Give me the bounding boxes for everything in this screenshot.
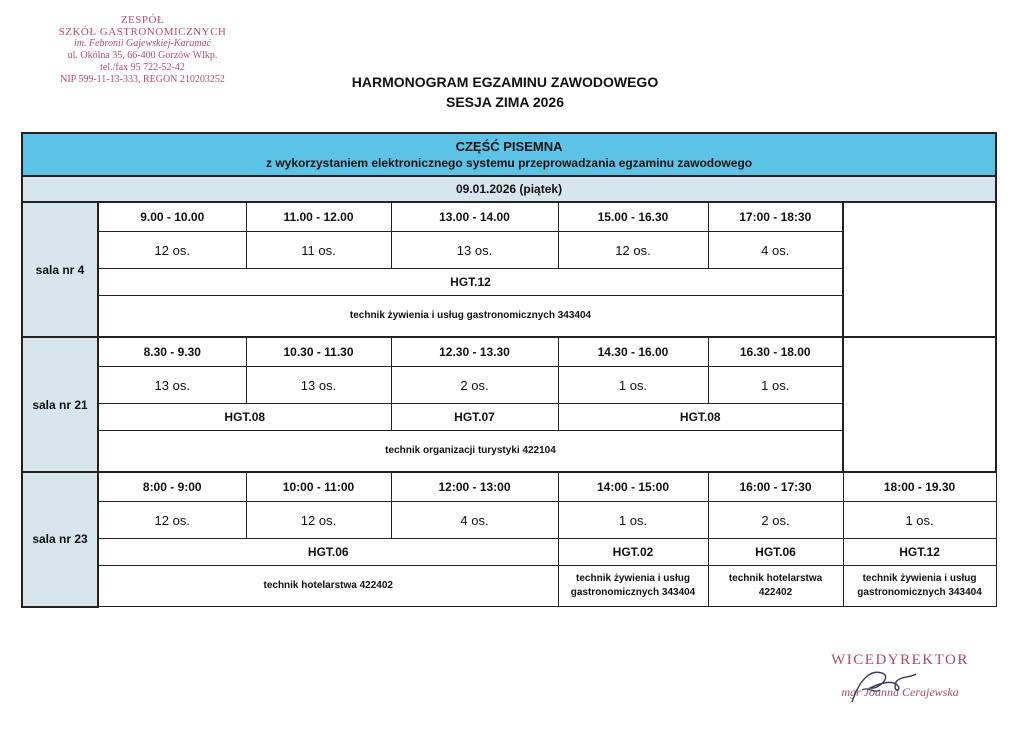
part-title: CZĘŚĆ PISEMNA: [455, 139, 563, 154]
participant-count: 1 os.: [843, 502, 996, 539]
time-slot: 15.00 - 16.30: [558, 202, 708, 232]
stamp-line: tel./fax 95 722-52-42: [100, 62, 185, 73]
signatory-role: WICEDYREKTOR: [831, 652, 969, 668]
profession-name: technik żywienia i usług gastronomicznych 343404: [558, 566, 708, 607]
document-title: [300, 72, 710, 112]
time-slot: 10:00 - 11:00: [246, 472, 391, 502]
title-line-1: HARMONOGRAM EGZAMINU ZAWODOWEGO: [351, 74, 659, 90]
empty-cell: [843, 202, 996, 337]
signature-stamp: [810, 652, 990, 700]
qualification-code: HGT.12: [843, 539, 996, 566]
exam-date: 09.01.2026 (piątek): [22, 176, 996, 202]
participant-count: 4 os.: [708, 232, 843, 269]
part-header: [22, 133, 996, 176]
time-slot: 16:00 - 17:30: [708, 472, 843, 502]
qualification-code: HGT.06: [708, 539, 843, 566]
stamp-line: im. Febronii Gajewskiej-Karamać: [73, 38, 212, 49]
profession-name: technik organizacji turystyki 422104: [98, 431, 843, 473]
empty-cell: [843, 337, 996, 472]
participant-count: 12 os.: [558, 232, 708, 269]
time-slot: 14.30 - 16.00: [558, 337, 708, 367]
time-slot: 11.00 - 12.00: [246, 202, 391, 232]
qualification-code: HGT.06: [98, 539, 558, 566]
signatory-name: mgr Joanna Cerajewska: [841, 685, 959, 699]
profession-name: technik hotelarstwa 422402: [708, 566, 843, 607]
qualification-code: HGT.08: [558, 404, 843, 431]
time-slot: 16.30 - 18.00: [708, 337, 843, 367]
participant-count: 11 os.: [246, 232, 391, 269]
stamp-line: SZKÓŁ GASTRONOMICZNYCH: [58, 26, 227, 38]
exam-schedule-table: [21, 132, 997, 608]
time-slot: 10.30 - 11.30: [246, 337, 391, 367]
time-slot: 13.00 - 14.00: [391, 202, 558, 232]
participant-count: 1 os.: [558, 502, 708, 539]
participant-count: 13 os.: [246, 367, 391, 404]
time-slot: 8.30 - 9.30: [98, 337, 246, 367]
time-slot: 17:00 - 18:30: [708, 202, 843, 232]
profession-name: technik żywienia i usług gastronomicznych 343404: [843, 566, 996, 607]
time-slot: 12:00 - 13:00: [391, 472, 558, 502]
handwritten-signature-icon: [832, 660, 922, 706]
room-label: sala nr 21: [22, 337, 98, 472]
profession-name: technik żywienia i usług gastronomicznych 343404: [98, 296, 843, 338]
participant-count: 2 os.: [391, 367, 558, 404]
profession-name: technik hotelarstwa 422402: [98, 566, 558, 607]
participant-count: 2 os.: [708, 502, 843, 539]
title-line-2: SESJA ZIMA 2026: [445, 94, 564, 110]
time-slot: 14:00 - 15:00: [558, 472, 708, 502]
stamp-line: NIP 599-11-13-333, REGON 210203252: [60, 74, 225, 85]
stamp-line: ZESPÓŁ: [120, 14, 165, 26]
participant-count: 1 os.: [708, 367, 843, 404]
time-slot: 12.30 - 13.30: [391, 337, 558, 367]
participant-count: 4 os.: [391, 502, 558, 539]
stamp-line: ul. Okólna 35, 66-400 Gorzów Wlkp.: [67, 50, 218, 61]
participant-count: 13 os.: [391, 232, 558, 269]
participant-count: 12 os.: [98, 232, 246, 269]
room-label: sala nr 23: [22, 472, 98, 607]
school-stamp: [40, 14, 245, 86]
time-slot: 8:00 - 9:00: [98, 472, 246, 502]
time-slot: 9.00 - 10.00: [98, 202, 246, 232]
participant-count: 12 os.: [246, 502, 391, 539]
time-slot: 18:00 - 19.30: [843, 472, 996, 502]
qualification-code: HGT.02: [558, 539, 708, 566]
participant-count: 12 os.: [98, 502, 246, 539]
qualification-code: HGT.08: [98, 404, 391, 431]
participant-count: 1 os.: [558, 367, 708, 404]
qualification-code: HGT.12: [98, 269, 843, 296]
room-label: sala nr 4: [22, 202, 98, 337]
part-subtitle: z wykorzystaniem elektronicznego systemu przeprowadzania egzaminu zawodowego: [265, 156, 753, 170]
participant-count: 13 os.: [98, 367, 246, 404]
qualification-code: HGT.07: [391, 404, 558, 431]
